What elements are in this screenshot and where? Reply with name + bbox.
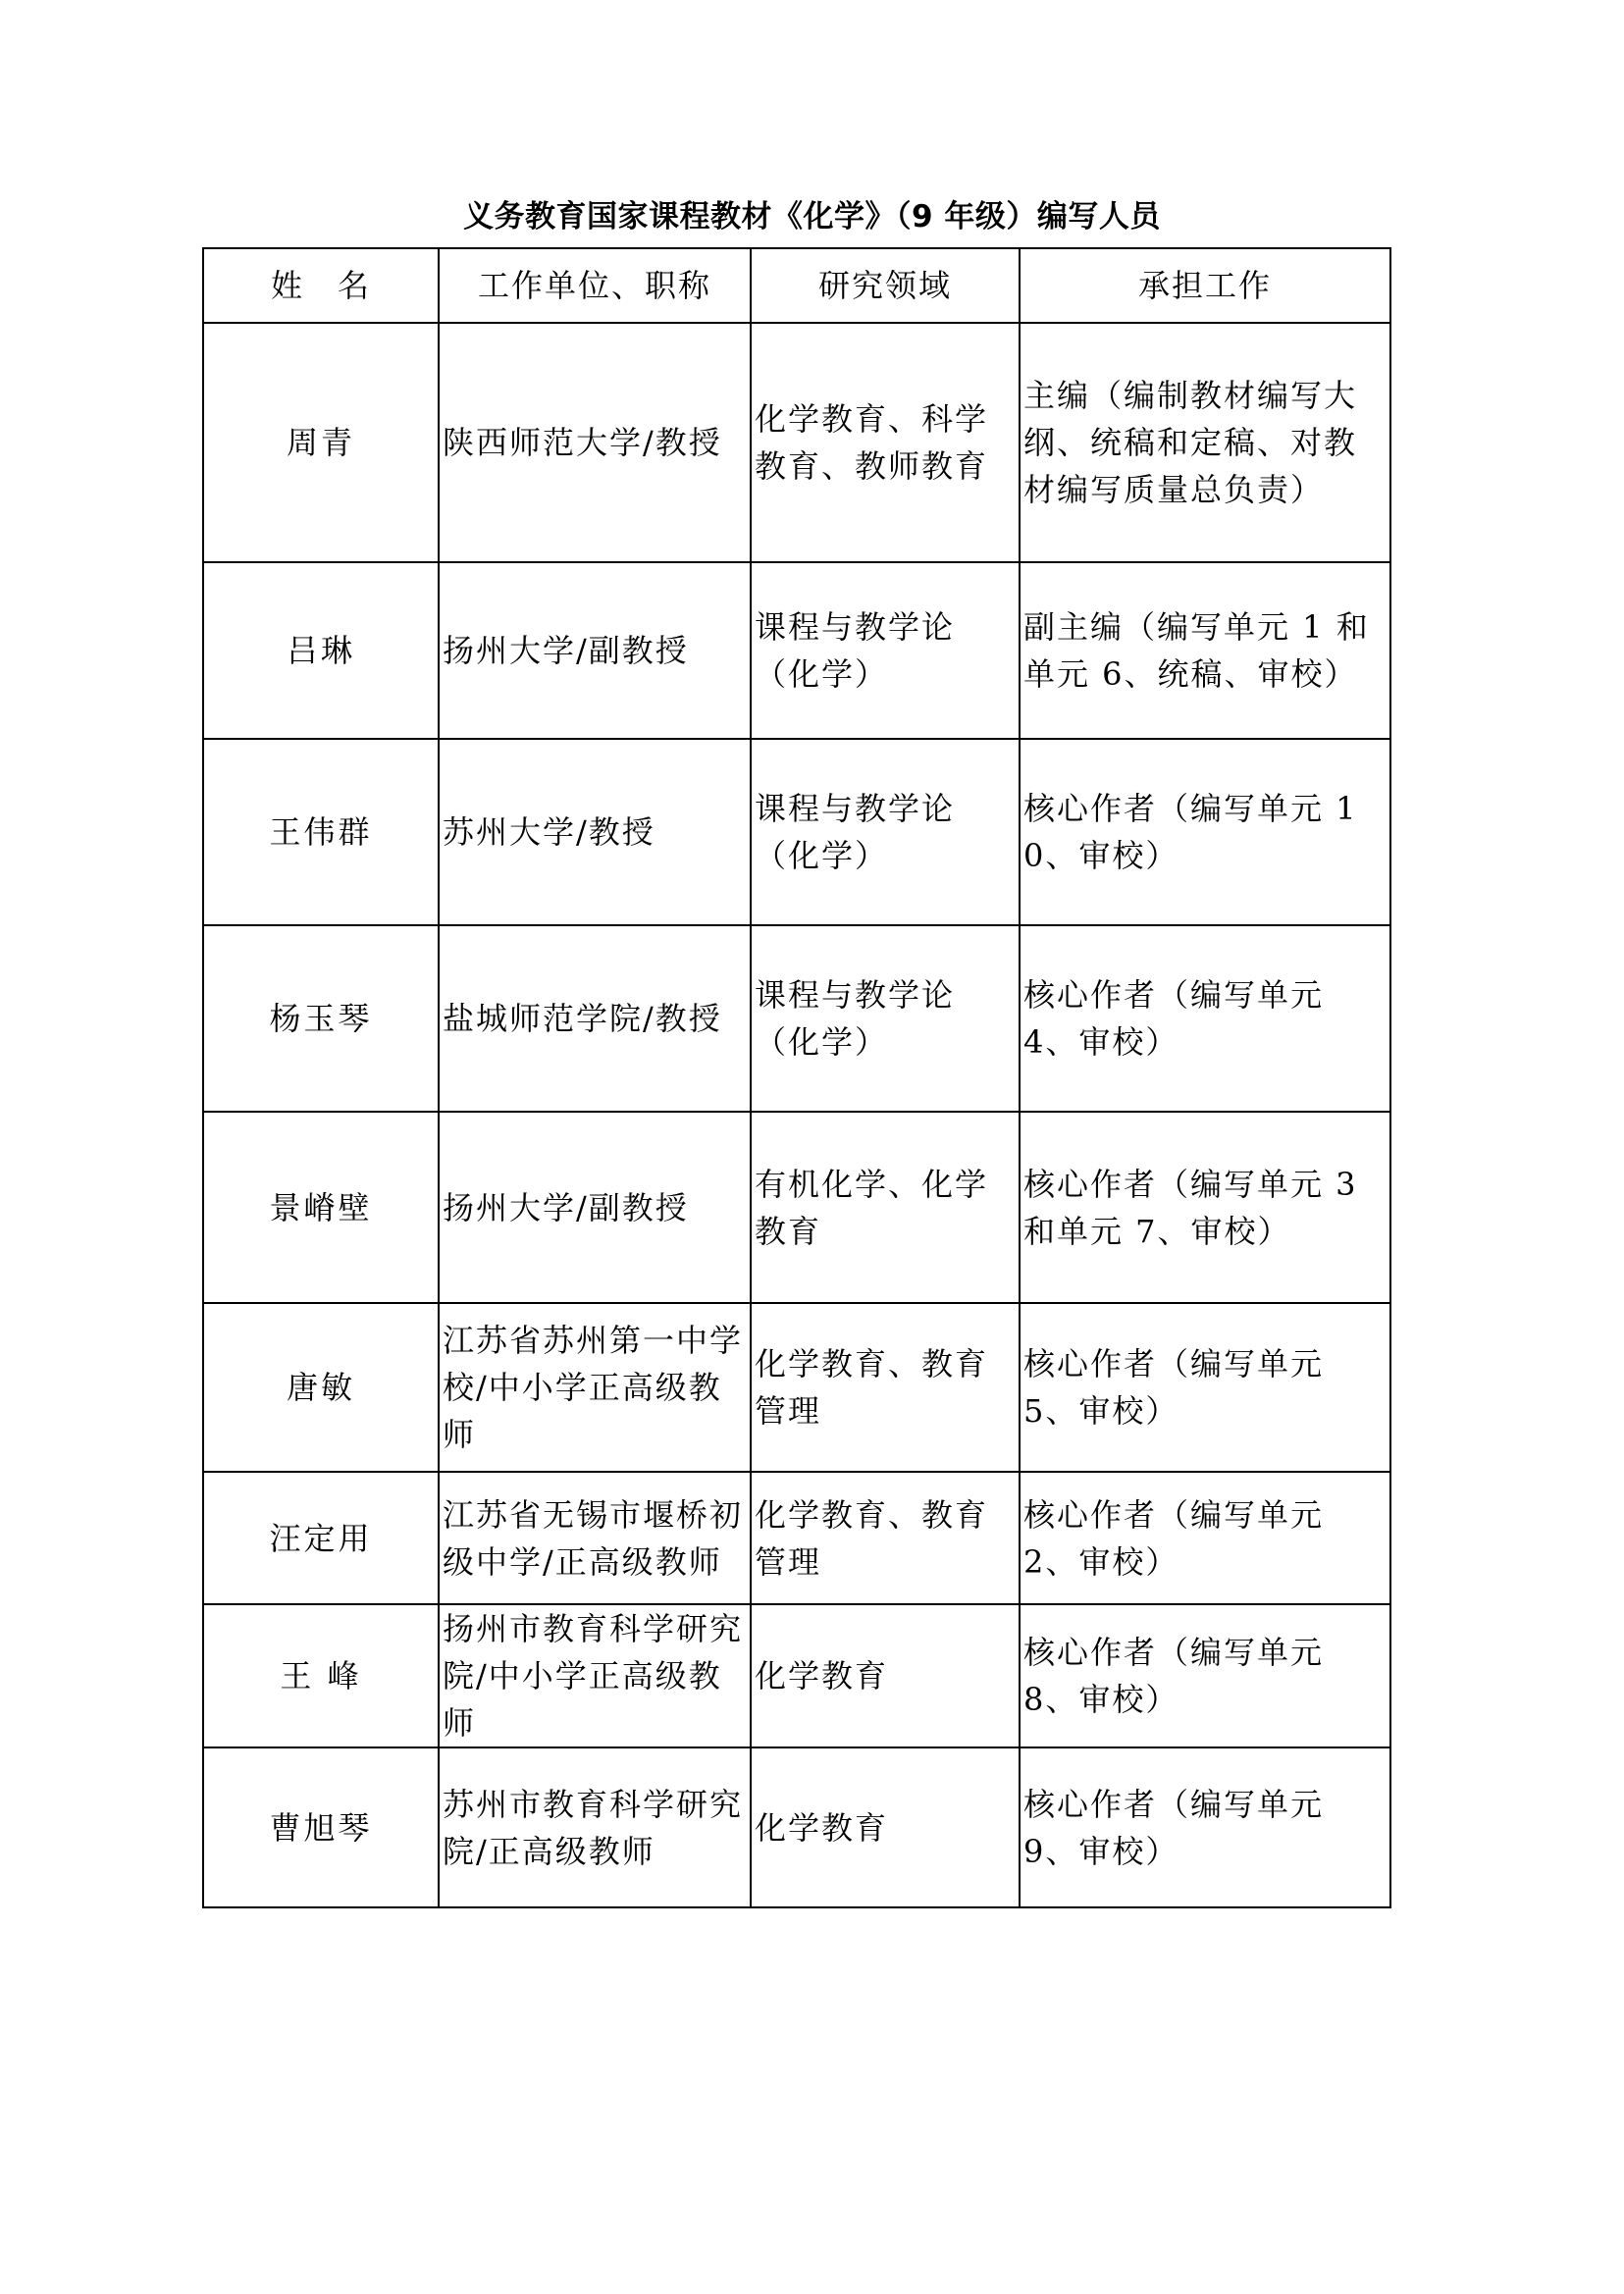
cell-work: 核心作者（编写单元 5、审校） [1020, 1303, 1390, 1472]
cell-field: 课程与教学论（化学） [751, 739, 1020, 925]
table-row [203, 562, 1390, 739]
table-row [203, 1303, 1390, 1472]
cell-field: 化学教育、教育管理 [751, 1472, 1020, 1604]
cell-work: 核心作者（编写单元 10、审校） [1020, 739, 1390, 925]
table-row [203, 925, 1390, 1112]
cell-name: 王伟群 [203, 739, 439, 925]
cell-work: 核心作者（编写单元 9、审校） [1020, 1747, 1390, 1907]
table-row [203, 1112, 1390, 1303]
cell-name: 周青 [203, 323, 439, 562]
cell-name: 唐敏 [203, 1303, 439, 1472]
cell-field: 课程与教学论（化学） [751, 562, 1020, 739]
cell-work: 核心作者（编写单元 8、审校） [1020, 1604, 1390, 1747]
cell-unit: 扬州大学/副教授 [439, 562, 751, 739]
cell-unit: 苏州大学/教授 [439, 739, 751, 925]
cell-work: 主编（编制教材编写大纲、统稿和定稿、对教材编写质量总负责） [1020, 323, 1390, 562]
cell-field: 化学教育 [751, 1747, 1020, 1907]
cell-work: 副主编（编写单元 1 和单元 6、统稿、审校） [1020, 562, 1390, 739]
cell-field: 课程与教学论（化学） [751, 925, 1020, 1112]
header-work: 承担工作 [1020, 248, 1390, 323]
cell-unit: 扬州市教育科学研究院/中小学正高级教师 [439, 1604, 751, 1747]
cell-field: 化学教育、科学教育、教师教育 [751, 323, 1020, 562]
cell-name: 王 峰 [203, 1604, 439, 1747]
cell-unit: 盐城师范学院/教授 [439, 925, 751, 1112]
header-unit: 工作单位、职称 [439, 248, 751, 323]
document-title: 义务教育国家课程教材《化学》（9 年级）编写人员 [463, 199, 1161, 235]
cell-field: 化学教育、教育管理 [751, 1303, 1020, 1472]
staff-table [202, 247, 1391, 1908]
table-row [203, 1472, 1390, 1604]
cell-name: 曹旭琴 [203, 1747, 439, 1907]
cell-field: 有机化学、化学教育 [751, 1112, 1020, 1303]
cell-work: 核心作者（编写单元 3 和单元 7、审校） [1020, 1112, 1390, 1303]
cell-name: 景嵴壁 [203, 1112, 439, 1303]
table-row [203, 323, 1390, 562]
cell-unit: 苏州市教育科学研究院/正高级教师 [439, 1747, 751, 1907]
table-row [203, 739, 1390, 925]
cell-work: 核心作者（编写单元 2、审校） [1020, 1472, 1390, 1604]
table-row [203, 1604, 1390, 1747]
header-field: 研究领域 [751, 248, 1020, 323]
cell-name: 杨玉琴 [203, 925, 439, 1112]
cell-unit: 江苏省无锡市堰桥初级中学/正高级教师 [439, 1472, 751, 1604]
cell-name: 汪定用 [203, 1472, 439, 1604]
cell-name: 吕琳 [203, 562, 439, 739]
cell-field: 化学教育 [751, 1604, 1020, 1747]
cell-unit: 扬州大学/副教授 [439, 1112, 751, 1303]
header-name: 姓 名 [203, 248, 439, 323]
header-row [203, 248, 1390, 323]
table-row [203, 1747, 1390, 1907]
cell-unit: 陕西师范大学/教授 [439, 323, 751, 562]
cell-work: 核心作者（编写单元 4、审校） [1020, 925, 1390, 1112]
cell-unit: 江苏省苏州第一中学校/中小学正高级教师 [439, 1303, 751, 1472]
